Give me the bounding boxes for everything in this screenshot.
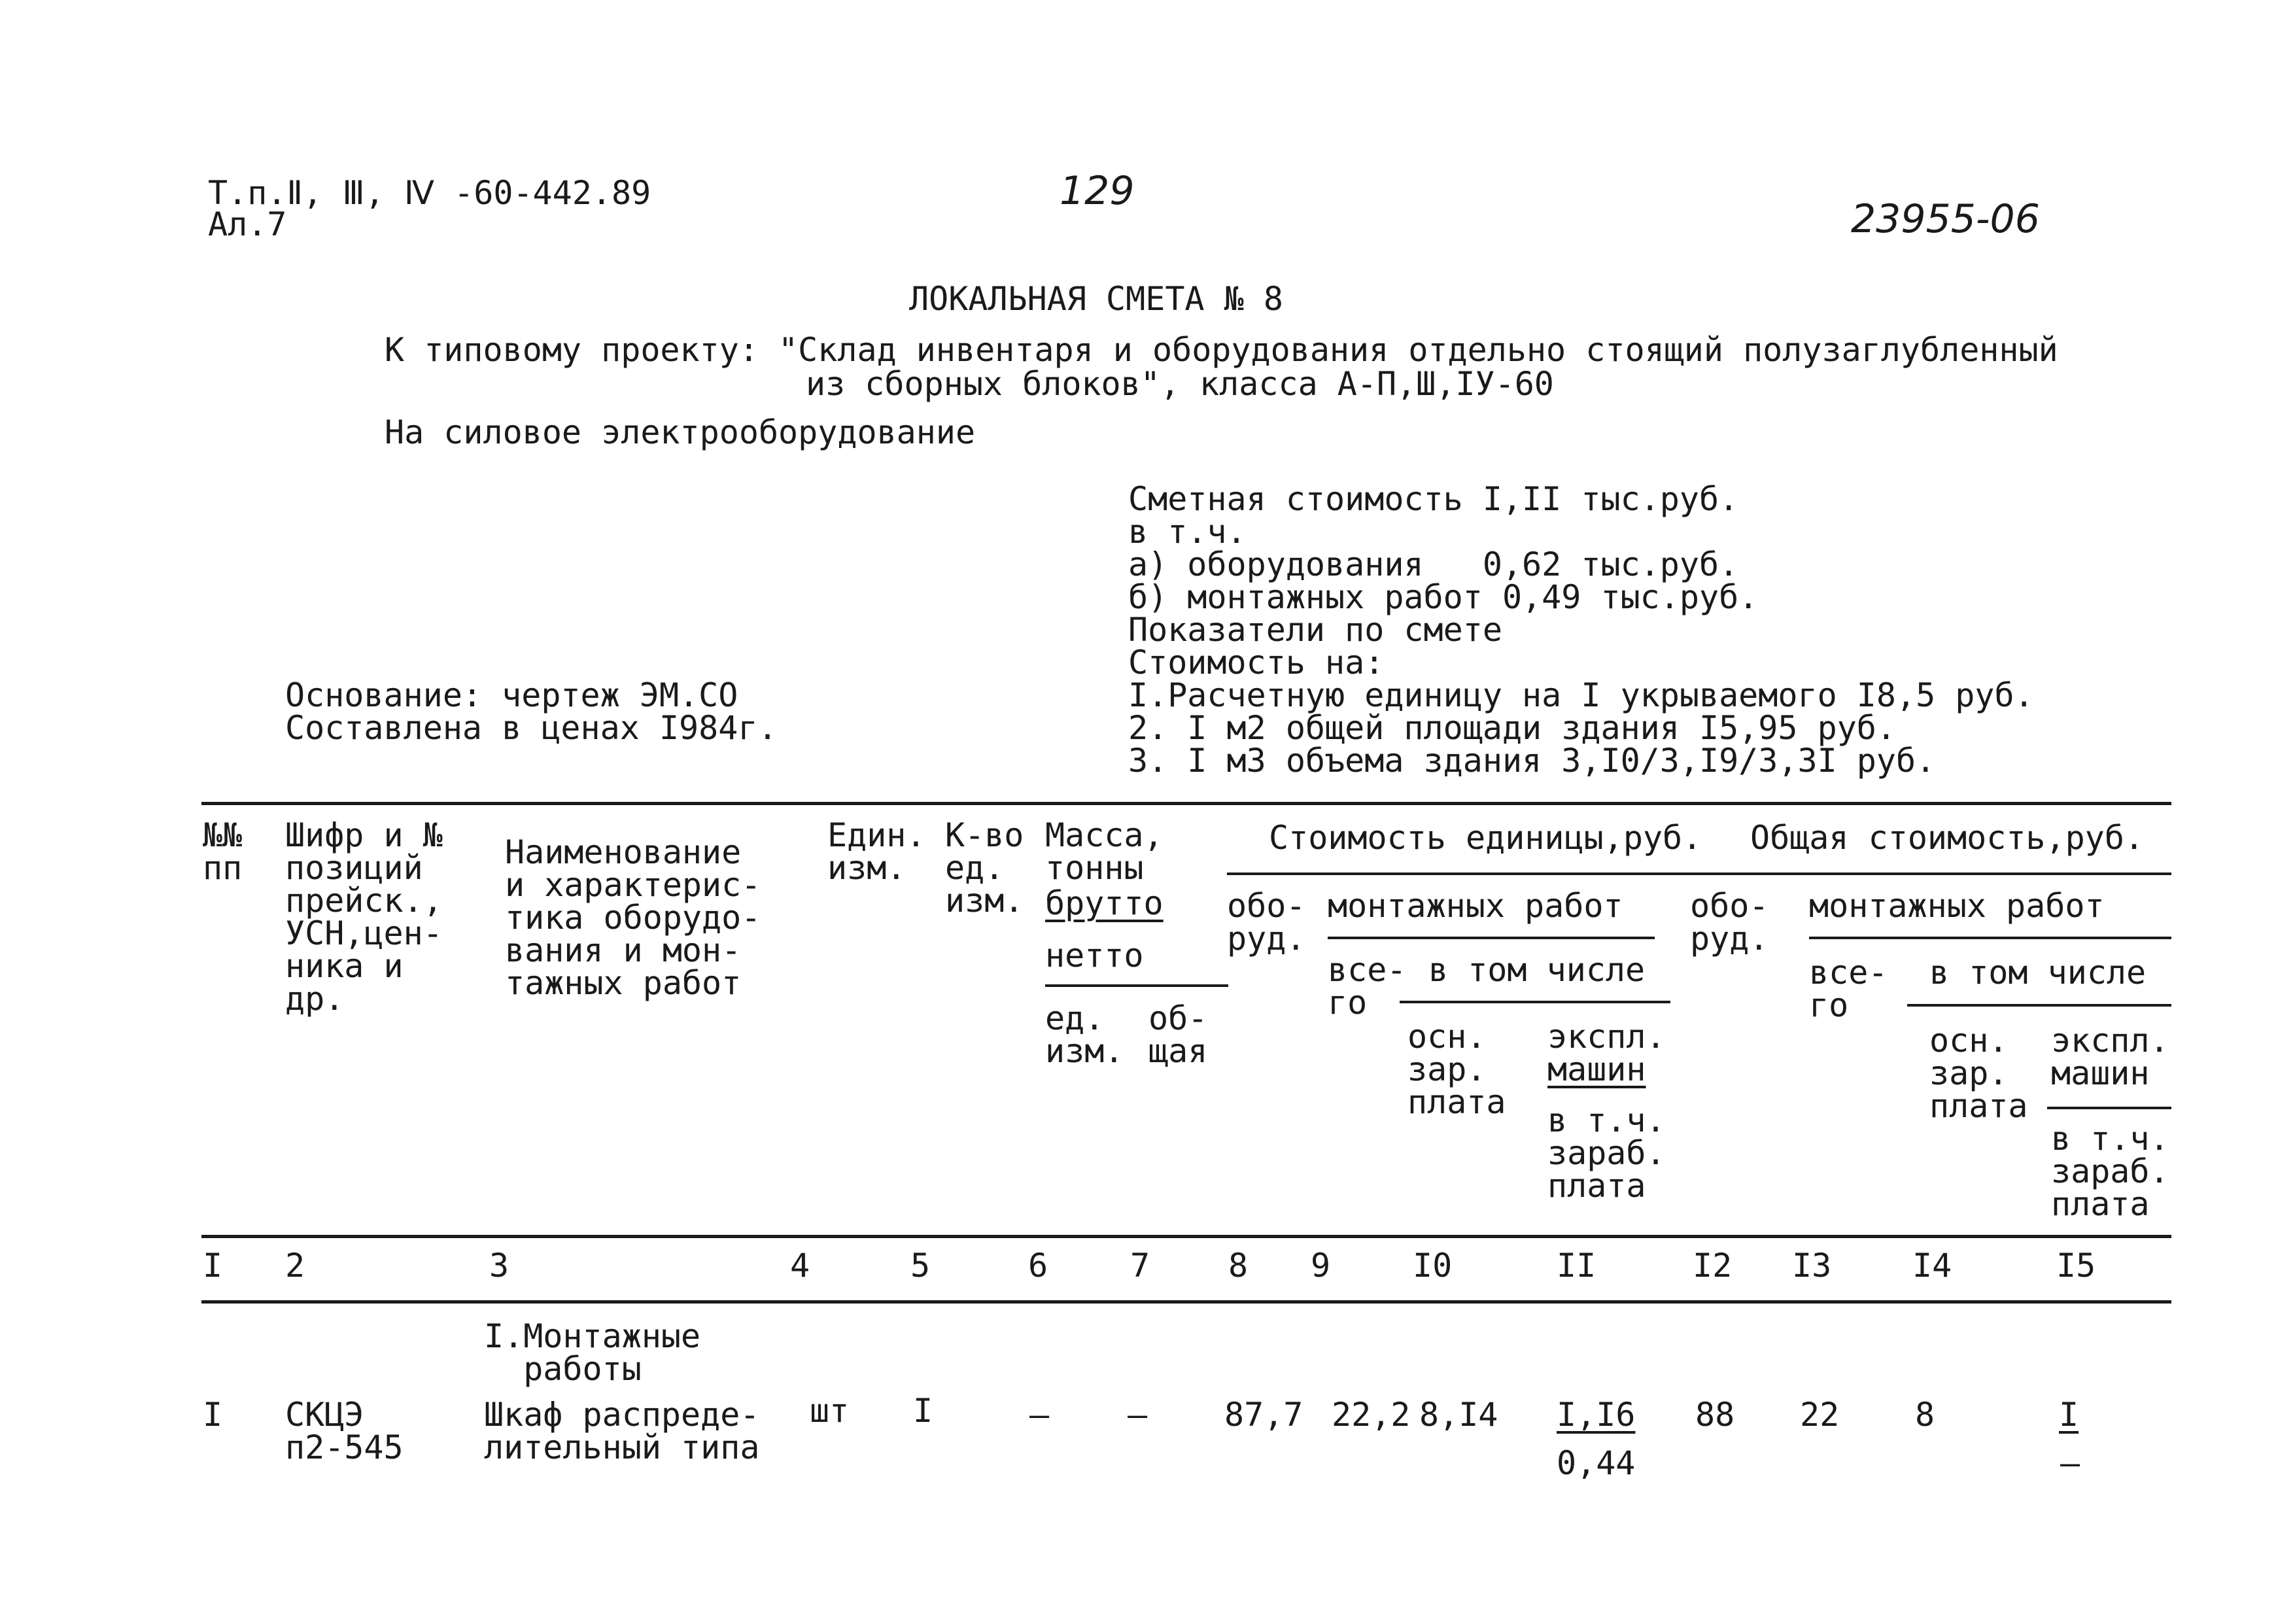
project-code: Т.п.Ⅱ, Ⅲ, Ⅳ -60-442.89 [208,174,651,212]
header-unit-cost: Стоимость единицы,руб. [1269,819,1702,857]
column-numbers-rule [201,1300,2171,1304]
col-number: I0 [1413,1247,1453,1285]
col-number: 2 [285,1247,305,1285]
basis-drawing: Основание: чертеж ЭМ.СО [285,676,738,714]
document-number: 23955-06 [1851,196,2040,242]
header-incl-unit: в том числе [1428,951,1646,989]
estimate-subject: На силовое электрооборудование [385,413,976,451]
row-equip-unit: 87,7 [1224,1396,1303,1434]
header-total-total: все- го [1809,954,1888,1024]
header-wage-total: осн. зар. плата [1929,1022,2028,1125]
header-machines-wage-unit: в т.ч. зараб. плата [1547,1101,1666,1205]
header-total-unit: все- го [1328,951,1407,1022]
summary-cost: Сметная стоимость I,II тыс.руб. [1128,480,1739,518]
indicator-1: I.Расчетную единицу на I укрываемого I8,5 руб. [1128,676,2034,714]
table-header-rule [201,1235,2171,1238]
col-number: 6 [1028,1247,1048,1285]
header-install-total: монтажных работ [1809,887,2105,925]
indicator-2: 2. I м2 общей площади здания I5,95 руб. [1128,709,1896,747]
header-unit: Един. изм. [827,816,926,887]
summary-indicators: Показатели по смете [1128,611,1502,649]
rule-incl-total [1907,1004,2171,1007]
header-machines-unit: экспл. [1547,1018,1666,1056]
rule-machines-total [2047,1107,2171,1109]
col-number: 9 [1311,1247,1331,1285]
header-install-unit: монтажных работ [1328,887,1623,925]
summary-installation: б) монтажных работ 0,49 тыс.руб. [1128,578,1759,616]
col-number: I3 [1792,1247,1832,1285]
col-number: I5 [2056,1247,2096,1285]
header-equip-total: обо- руд. [1690,887,1769,958]
row-qty: I [913,1392,933,1430]
header-num: №№ пп [203,816,243,887]
row-mass-total: – [1128,1396,1148,1434]
col-number: II [1557,1247,1596,1285]
project-line-1: К типовому проекту: "Склад инвентаря и оборудования отдельно стоящий полузаглубленный [385,331,2058,369]
header-incl-total: в том числе [1929,954,2147,992]
header-machines-unit-u: машин [1547,1050,1646,1088]
header-machines-total: экспл. [2051,1022,2169,1060]
row-wage-total: 8 [1915,1396,1935,1434]
row-code: СКЦЭ п2-545 [285,1396,404,1466]
col-number: 5 [910,1247,931,1285]
row-install-total: 22 [1800,1396,1840,1434]
row-install-unit: 22,2 [1332,1396,1411,1434]
rule-mass-netto [1045,984,1228,987]
summary-incl: в т.ч. [1128,513,1247,551]
row-unit: шт [810,1392,850,1430]
header-mass-netto: нетто [1045,937,1144,975]
row-mass-unit: – [1029,1396,1050,1434]
header-code: Шифр и № позиций прейск., УСН,цен- ника и др. [285,816,443,1018]
header-mass-total: об- щая [1148,999,1208,1070]
col-number: I [203,1247,223,1285]
header-mass: Масса, тонны [1045,816,1164,887]
col-number: 3 [489,1247,509,1285]
col-number: I4 [1912,1247,1952,1285]
rule-unit-cost [1227,872,2171,875]
album-label: Ал.7 [208,205,287,243]
col-number: 4 [790,1247,810,1285]
header-mass-brutto: брутто [1045,884,1164,922]
row-wage-unit: 8,I4 [1419,1396,1498,1434]
section-title: I.Монтажные работы [484,1317,701,1388]
header-total-cost: Общая стоимость,руб. [1750,819,2145,857]
row-equip-total: 88 [1695,1396,1735,1434]
header-mass-unit: ед. изм. [1045,999,1124,1070]
summary-cost-for: Стоимость на: [1128,644,1385,682]
rule-install-total [1809,937,2171,939]
col-number: 7 [1130,1247,1150,1285]
header-equip-unit: обо- руд. [1227,887,1306,958]
project-line-2: из сборных блоков", класса А-П,Ш,IУ-60 [806,365,1554,403]
header-wage-unit: осн. зар. плата [1407,1018,1506,1121]
basis-prices: Составлена в ценах I984г. [285,709,778,747]
header-machines-total-u: машин [2051,1054,2150,1092]
estimate-title: ЛОКАЛЬНАЯ СМЕТА № 8 [909,280,1283,318]
row-machines-total: I [2059,1396,2079,1434]
header-qty: К-во ед. изм. [945,816,1024,920]
rule-incl-unit [1400,1001,1670,1003]
page-number: 129 [1060,168,1135,214]
rule-install-unit [1328,937,1655,939]
row-name: Шкаф распреде- лительный типа [484,1396,760,1466]
header-machines-wage-total: в т.ч. зараб. плата [2051,1120,2169,1223]
row-machines-unit: I,I6 [1557,1396,1636,1434]
row-machines-wage-unit: 0,44 [1557,1444,1636,1482]
table-top-rule [201,802,2171,805]
col-number: 8 [1228,1247,1249,1285]
header-name: Наименование и характерис- тика оборудо- вания и мон- тажных работ [505,833,761,1002]
row-num: I [203,1396,223,1434]
row-machines-wage-total: – [2060,1444,2080,1482]
col-number: I2 [1693,1247,1733,1285]
summary-equipment: а) оборудования 0,62 тыс.руб. [1128,545,1739,583]
indicator-3: 3. I м3 объема здания 3,I0/3,I9/3,3I руб. [1128,742,1936,780]
